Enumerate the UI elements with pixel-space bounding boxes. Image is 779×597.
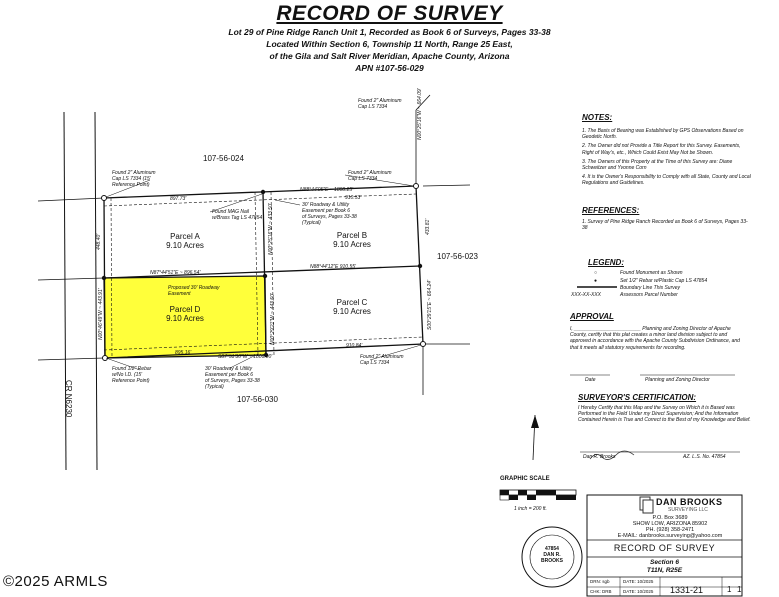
apn-south: 107-56-030: [237, 395, 278, 404]
address-line: PH. (928) 358-2471: [645, 527, 695, 533]
apn-east: 107-56-023: [437, 252, 478, 261]
header-line-1: Lot 29 of Pine Ridge Ranch Unit 1, Recorded as Book 6 of Surveys, Pages 33-38: [228, 27, 551, 37]
watermark: ©2025 ARMLS: [3, 573, 108, 590]
road-label: CR N6230: [64, 380, 73, 418]
legend-text: Set 1/2" Rebar w/Plastic Cap LS 47854: [620, 278, 708, 284]
legend-text: Assessors Parcel Number: [620, 292, 678, 298]
callout-found-n-mid: Found 2" Aluminum Cap LS 7334: [348, 170, 392, 182]
company-sub: SURVEYING LLC: [668, 507, 708, 513]
note-item: 3. The Owners of this Property at the Time of this Survey are: Diane Schweitzer and Yvonne Corn: [582, 158, 733, 172]
approval-date-label: Date: [585, 377, 596, 383]
surveyor-name: Dan R. Brooks: [583, 454, 616, 460]
bearing-west-bot: N00°46'49"W ~ 443.91': [98, 288, 104, 340]
north-arrow-icon: [531, 415, 539, 428]
callout-easement-d: 30' Roadway & Utility Easement per Book 6 of Surveys, Pages 33-38 (Typical): [205, 366, 260, 390]
note-item: 4. It is the Owner's Responsibility to Comply with all State, County and Local Regulations and Guidelines.: [582, 174, 751, 187]
bearing-east-bot: S00°29'15"E ~ 664.24': [427, 279, 433, 330]
parcel-a-acres: 9.10 Acres: [166, 241, 204, 250]
certification-text: I Hereby Certify that this Map and the Survey on Which it is Based was Performed in the Field Under my Direct Supervision; And the Information Contained Herein is True and Correct to the Best of my Knowledge and Belief.: [578, 405, 751, 424]
callout-proposed: Proposed 30' Roadway Easement: [168, 285, 220, 297]
company-address: [610, 515, 730, 539]
parcel-b-name: Parcel B: [336, 231, 368, 240]
references-heading: REFERENCES:: [582, 206, 640, 215]
titleblock-date1: DATE: 10/2025: [623, 579, 654, 584]
titleblock-drn: DRN: sgb: [590, 579, 610, 584]
address-line: SHOW LOW, ARIZONA 85902: [632, 521, 708, 527]
titleblock-doc: RECORD OF SURVEY: [613, 543, 716, 553]
legend-symbol-set-icon: ●: [594, 278, 598, 284]
page-title: RECORD OF SURVEY: [276, 2, 503, 25]
address-line: P.O. Box 3689: [652, 515, 688, 521]
parcel-a-label: [140, 232, 230, 250]
titleblock-date2: DATE: 10/2025: [623, 589, 654, 594]
address-line: E-MAIL: danbrooks.surveying@yahoo.com: [617, 533, 723, 539]
parcel-c-label: [307, 298, 397, 316]
bearing-mid-b: N88°44'12"E 910.55': [310, 264, 356, 270]
bearing-north: N88°44'05"E ~ 1808.25': [300, 187, 354, 193]
bearing-mid-bot: N00°29'21"W ~ 443.50': [270, 293, 276, 345]
reference-item: 1. Survey of Pine Ridge Ranch Recorded as Book 6 of Surveys, Pages 33-38: [582, 219, 748, 232]
header-line-4: APN #107-56-029: [355, 63, 424, 73]
note-item: 2. The Owner did not Provide a Title Report for this Survey. Easements, Right of Way's, etc., Which Could Exist May Not be Shown.: [582, 143, 741, 156]
seal-name-1: DAN R.: [543, 552, 561, 558]
header-line-2: Located Within Section 6, Township 11 North, Range 25 East,: [266, 39, 513, 49]
legend-symbol-found-icon: ○: [594, 270, 598, 276]
bearing-south-a: 895.16': [175, 350, 192, 356]
seal-text: [534, 546, 570, 564]
bearing-south-b: 910.84': [346, 343, 363, 349]
legend-text: Boundary Line This Survey: [620, 285, 681, 291]
bearing-mid-a: N87°44'51"E ~ 896.54': [150, 270, 201, 276]
parcel-c-acres: 9.10 Acres: [333, 307, 371, 316]
certification-heading: SURVEYOR'S CERTIFICATION:: [578, 393, 697, 402]
titleblock-job-no: 1331-21: [670, 585, 704, 595]
seal-name-2: BROOKS: [541, 558, 563, 564]
callout-found-top-right: Found 2" Aluminum Cap LS 7334: [358, 98, 402, 110]
road-line-east: [95, 112, 97, 470]
bearing-mid-top: N00°25'16"W ~ 433.50': [268, 203, 274, 255]
callout-found-nw: Found 2" Aluminum Cap LS 7334 (15' Reference Point): [112, 170, 156, 188]
callout-found-se: Found 2" Aluminum Cap LS 7334: [360, 354, 404, 366]
parcel-d-name: Parcel D: [169, 305, 201, 314]
bearing-east-top: N00°25'16"W ~ 664.09': [417, 88, 423, 140]
titleblock-sheet: 1: [727, 585, 732, 594]
titleblock-chk: CHK: DRB: [590, 589, 612, 594]
callout-easement-ab: 30' Roadway & Utility Easement per Book 6 of Surveys, Pages 33-38 (Typical): [302, 202, 357, 226]
bearing-south: S87°51'30"W ~ 1806.00': [218, 354, 273, 360]
titleblock-of: 1: [737, 585, 742, 594]
notes-list: [582, 128, 752, 187]
titleblock-section: Section 6: [650, 559, 679, 566]
seal-number: 47854: [545, 546, 559, 552]
parcel-d-acres: 9.10 Acres: [166, 314, 204, 323]
bearing-north-b: 910.53': [345, 195, 362, 201]
bearing-west-top: 448.40': [96, 233, 102, 250]
parcel-b-acres: 9.10 Acres: [333, 240, 371, 249]
approval-heading: APPROVAL: [570, 312, 614, 321]
scale-ratio: 1 inch = 200 ft.: [514, 506, 547, 512]
parcel-a-name: Parcel A: [170, 232, 200, 241]
bearing-east-mid: 433.81': [425, 218, 431, 235]
parcel-d-label: [140, 305, 230, 323]
company-name: DAN BROOKS: [656, 497, 723, 507]
surveyor-license: AZ. L.S. No. 47854: [683, 454, 726, 460]
callout-found-mag: Found MAG Nail w/Brass Tag LS 47854: [212, 209, 263, 221]
apn-north: 107-56-024: [203, 154, 244, 163]
header-line-3: of the Gila and Salt River Meridian, Apache County, Arizona: [269, 51, 510, 61]
approval-signer: Planning and Zoning Director: [645, 377, 710, 383]
scale-label: GRAPHIC SCALE: [500, 476, 550, 482]
bearing-north-a: 897.73': [170, 196, 187, 202]
titleblock-trs: T11N, R25E: [646, 567, 683, 574]
parcel-c-name: Parcel C: [336, 298, 368, 307]
legend-heading: LEGEND:: [588, 258, 624, 267]
parcel-b-label: [307, 231, 397, 249]
callout-found-sw: Found 1/2" Rebar w/No I.D. (15' Reference Point): [112, 366, 152, 384]
legend-symbol-apn: XXX-XX-XXX: [571, 292, 602, 298]
note-item: 1. The Basis of Bearing was Established by GPS Observations Based on Geodetic North.: [582, 128, 744, 141]
approval-text: I, ________________________ Planning and Zoning Director of Apache County, certify that this plat creates a minor land division subject to and approved in accordance with the Apache County Subdivision Ordinance, and that it meets all statutory requirements for recording.: [570, 326, 740, 351]
notes-heading: NOTES:: [582, 113, 613, 122]
legend-text: Found Monument as Shown: [620, 270, 683, 276]
